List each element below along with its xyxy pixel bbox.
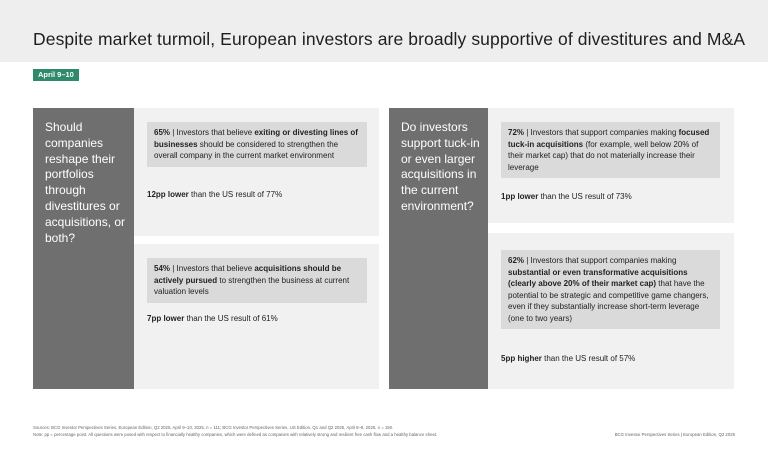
right-card-2-bold: substantial or even transformative acquisitions (clearly above 20% of their market cap) — [508, 267, 688, 288]
left-card-1-post: should be considered to strengthen the overall company in the current market environment — [154, 139, 339, 160]
left-card-2-pre: | Investors that believe — [170, 264, 255, 273]
right-card-2-statement — [501, 250, 720, 329]
right-card-2-post: that have the potential to be strategic and competitive game changers, even if they substantially increase short-term leverage (one to two years) — [508, 279, 709, 323]
left-card-1-comparison — [147, 190, 282, 199]
left-card-2-percent: 54% — [154, 264, 171, 273]
left-card-2-comparison — [147, 314, 278, 323]
left-card-1-cmp-rest: than the US result of 77% — [188, 190, 283, 199]
left-card-2-post: to strengthen the business at current valuation levels — [154, 275, 350, 296]
footer-credit: BCG Investor Perspectives Series | European Edition, Q2 2025 — [614, 432, 735, 437]
footer-note: Note: pp = percentage point. All questions were posed with respect to financially healthy companies, which were defined as companies with relatively strong and resilient free cash flow and a healthy balance sheet. — [33, 432, 438, 437]
right-card-2-comparison — [501, 354, 635, 363]
right-card-2-pre: | Investors that support companies making — [524, 256, 677, 265]
left-card-2-bold: acquisitions should be actively pursued — [154, 264, 342, 285]
left-card-1-bold: exiting or divesting lines of businesses — [154, 128, 358, 149]
left-card-2-cmp-rest: than the US result of 61% — [184, 314, 278, 323]
right-question: Do investors support tuck-in or even larger acquisitions in the current environment? — [401, 120, 480, 213]
right-card-1-percent: 72% — [508, 128, 525, 137]
right-question-panel — [389, 108, 488, 389]
right-card-2-cmp-rest: than the US result of 57% — [541, 354, 636, 363]
right-card-2-percent: 62% — [508, 256, 525, 265]
right-card-1-comparison — [501, 192, 632, 201]
left-card-1-percent: 65% — [154, 128, 171, 137]
footer-sources: Sources: BCG Investor Perspectives Series, European Edition, Q2 2025, April 9–10, 2025, n = 111; BCG Investor Perspectives Series, US Edition, Q1 and Q2 2025, April 8–9, 2025, n = 150. — [33, 425, 394, 430]
left-card-2-statement — [147, 258, 367, 303]
left-card-1-statement — [147, 122, 367, 167]
date-badge: April 9–10 — [33, 69, 79, 81]
left-question: Should companies reshape their portfolios through divestitures or acquisitions, or both? — [45, 120, 126, 245]
right-card-1-post: (for example, well below 20% of their market cap) that do not materially increase their leverage — [508, 139, 699, 172]
left-question-panel — [33, 108, 134, 389]
right-card-1-pre: | Investors that support companies making — [524, 128, 679, 137]
right-card-1-cmp-bold: 1pp lower — [501, 192, 539, 201]
right-card-1-statement — [501, 122, 720, 178]
right-card-1-cmp-rest: than the US result of 73% — [538, 192, 632, 201]
left-card-1-cmp-bold: 12pp lower — [147, 190, 189, 199]
left-card-1-pre: | Investors that believe — [170, 128, 255, 137]
right-card-1-bold: focused tuck-in acquisitions — [508, 128, 710, 149]
page-title: Despite market turmoil, European investors are broadly supportive of divestitures and M&A — [33, 29, 746, 49]
left-card-2-cmp-bold: 7pp lower — [147, 314, 185, 323]
right-card-2-cmp-bold: 5pp higher — [501, 354, 542, 363]
